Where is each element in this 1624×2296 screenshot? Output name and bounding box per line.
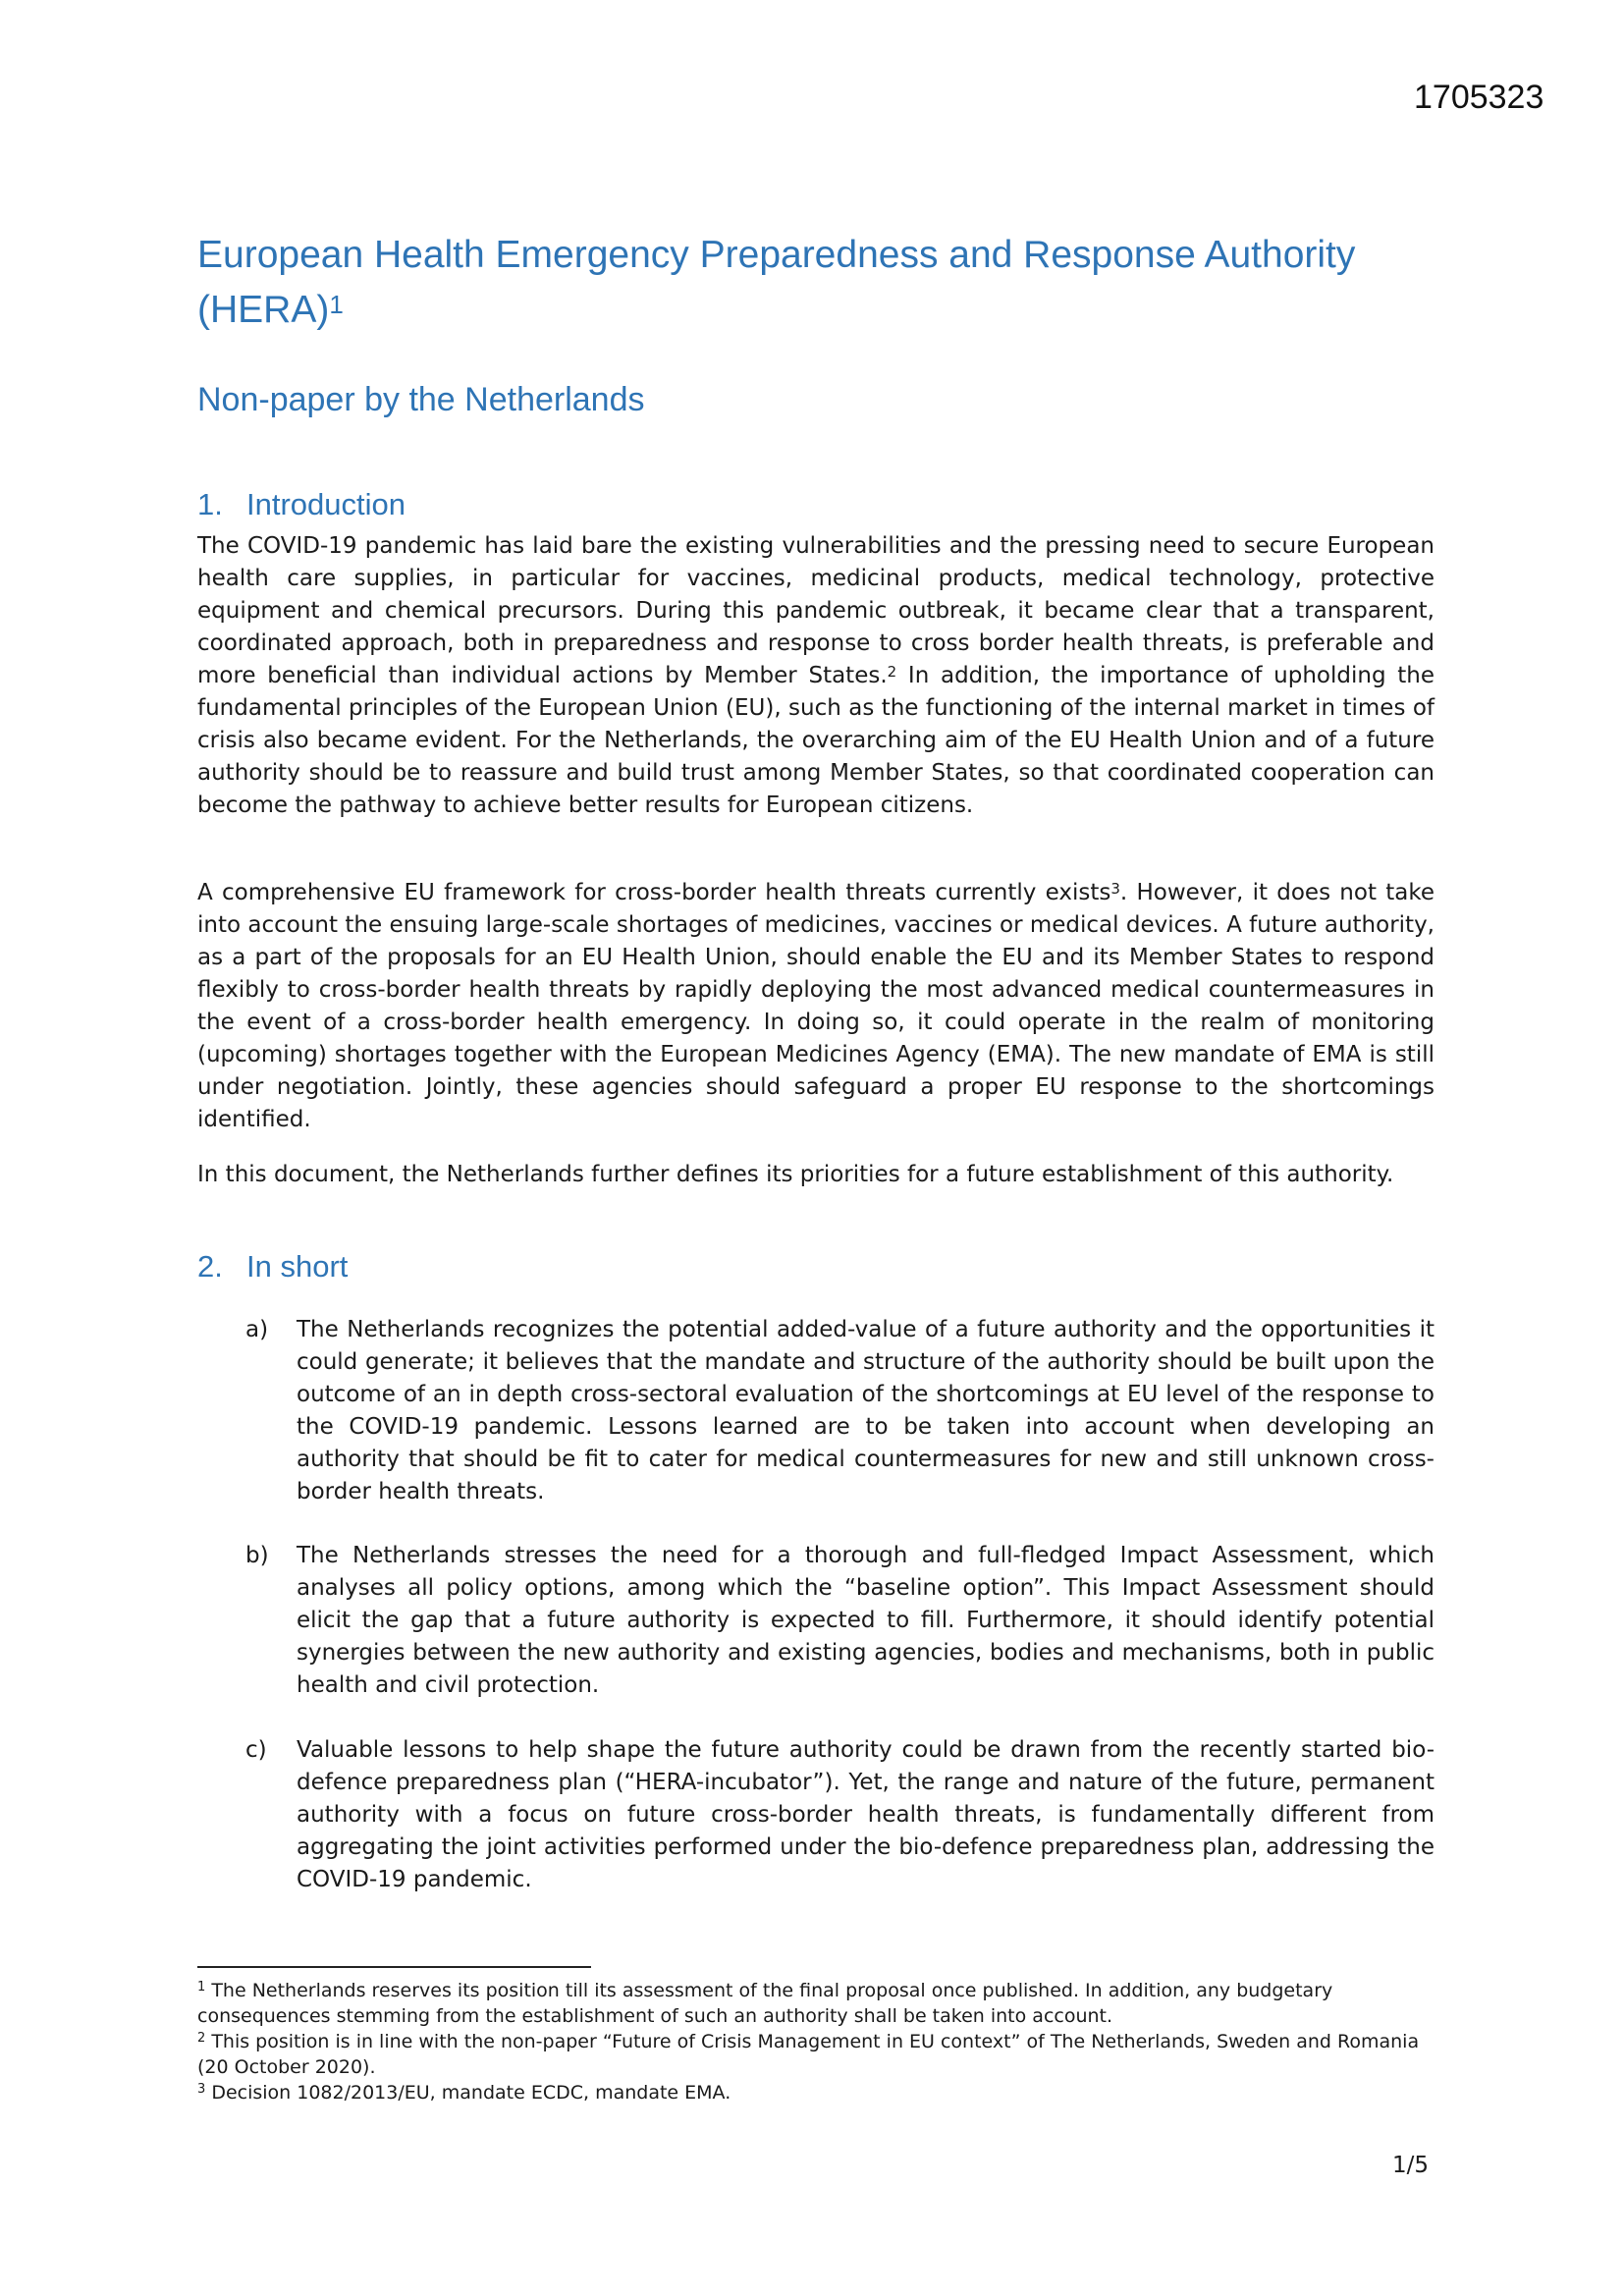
section-title: Introduction: [246, 487, 406, 521]
intro-p1-text-a: The COVID-19 pandemic has laid bare the existing vulnerabilities and the pressing need to secure European health care supplies, in particular for vaccines, medicinal products, medical technology, protective equipment and chemical precursors. During this pandemic outbreak, it became clear that a transparent, coordinated approach, both in preparedness and response to cross border health threats, is preferable and more beneficial than individual actions by Member States.: [197, 533, 1435, 688]
section-number: 2.: [197, 1249, 223, 1284]
list-item-text: The Netherlands recognizes the potential added-value of a future authority and the opportunities it could generate; it believes that the mandate and structure of the authority should be built upon the outcome of an in depth cross-sectoral evaluation of the shortcomings at EU level of the response to the COVID-19 pandemic. Lessons learned are to be taken into account when developing an authority that should be fit to cater for medical countermeasures for new and still unknown cross-border health threats.: [297, 1317, 1435, 1504]
list-item: [245, 1314, 1435, 1508]
list-marker: b): [245, 1543, 269, 1568]
footnote: [197, 2080, 1435, 2105]
intro-p2-text-a: A comprehensive EU framework for cross-border health threats currently exists: [197, 880, 1111, 905]
footnote: [197, 2029, 1435, 2080]
footnote-marker: 3: [197, 2082, 206, 2097]
list-item: [245, 1540, 1435, 1702]
section-number: 1.: [197, 487, 223, 521]
page-number: 1/5: [1392, 2153, 1430, 2178]
footnote: [197, 1978, 1435, 2029]
intro-paragraph-2: [197, 877, 1435, 1136]
section-heading-in-short: [197, 1249, 348, 1285]
intro-p1-text-b: In addition, the importance of upholding the fundamental principles of the European Union (EU), such as the functioning of the internal market in times of crisis also became evident. For the Netherlands, the overarching aim of the EU Health Union and of a future authority should be to reassure and build trust among Member States, so that coordinated cooperation can become the pathway to achieve better results for European citizens.: [197, 663, 1435, 818]
footnote-text: The Netherlands reserves its position till its assessment of the final proposal once published. In addition, any budgetary consequences stemming from the establishment of such an authority shall be taken into account.: [197, 1980, 1333, 2027]
footnotes: [197, 1978, 1435, 2105]
document-id: 1705323: [1414, 79, 1544, 116]
title-text: European Health Emergency Preparedness and Response Authority (HERA): [197, 234, 1356, 331]
list-item-text: Valuable lessons to help shape the future authority could be drawn from the recently started bio-defence preparedness plan (“HERA-incubator”). Yet, the range and nature of the future, permanent authority with a focus on future cross-border health threats, is fundamentally different from aggregating the joint activities performed under the bio-defence preparedness plan, addressing the COVID-19 pandemic.: [297, 1737, 1435, 1892]
intro-paragraph-1: [197, 530, 1435, 822]
list-item-text: The Netherlands stresses the need for a thorough and full-fledged Impact Assessment, which analyses all policy options, among which the “baseline option”. This Impact Assessment should elicit the gap that a future authority is expected to fill. Furthermore, it should identify potential synergies between the new authority and existing agencies, bodies and mechanisms, both in public health and civil protection.: [297, 1543, 1435, 1698]
footnote-ref-2[interactable]: 2: [887, 663, 897, 681]
intro-p2-text-b: . However, it does not take into account the ensuing large-scale shortages of medicines, vaccines or medical devices. A future authority, as a part of the proposals for an EU Health Union, should enable the EU and its Member States to respond flexibly to cross-border health threats by rapidly deploying the most advanced medical countermeasures in the event of a cross-border health emergency. In doing so, it could operate in the realm of monitoring (upcoming) shortages together with the European Medicines Agency (EMA). The new mandate of EMA is still under negotiation. Jointly, these agencies should safeguard a proper EU response to the shortcomings identified.: [197, 880, 1435, 1132]
footnote-text: Decision 1082/2013/EU, mandate ECDC, mandate EMA.: [205, 2082, 731, 2104]
footnote-text: This position is in line with the non-paper “Future of Crisis Management in EU context” of The Netherlands, Sweden and Romania (20 October 2020).: [197, 2031, 1420, 2078]
intro-paragraph-3: In this document, the Netherlands further defines its priorities for a future establishment of this authority.: [197, 1162, 1394, 1187]
page-subtitle: Non-paper by the Netherlands: [197, 381, 645, 418]
footnote-divider: [197, 1966, 591, 1968]
list-item: [245, 1734, 1435, 1896]
footnote-marker: 1: [197, 1980, 206, 1995]
section-heading-introduction: [197, 487, 406, 522]
title-footnote-ref[interactable]: 1: [329, 290, 344, 319]
section-title: In short: [246, 1249, 349, 1284]
list-marker: a): [245, 1317, 269, 1342]
footnote-marker: 2: [197, 2031, 206, 2046]
list-marker: c): [245, 1737, 267, 1763]
page-title: [197, 228, 1435, 338]
footnote-ref-3[interactable]: 3: [1110, 880, 1120, 898]
